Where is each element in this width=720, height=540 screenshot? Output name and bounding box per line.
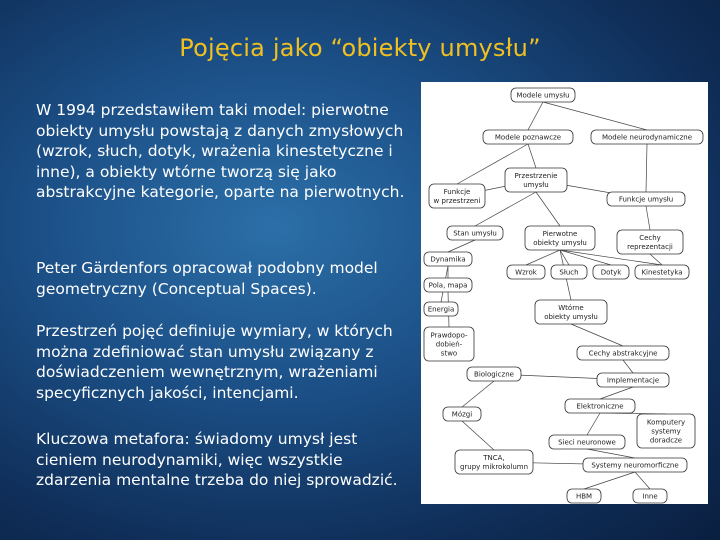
diagram-node-label: Przestrzenie [514, 172, 558, 180]
diagram-node-label: obiekty umysłu [544, 313, 598, 321]
diagram-node-modele-neuro [591, 130, 703, 144]
diagram-node-label: Komputery [646, 418, 686, 427]
diagram-node-pola-mapa [424, 278, 472, 292]
diagram-node-label: Energia [427, 305, 455, 314]
diagram-node-tnca [455, 450, 533, 474]
diagram-node-elektroniczne [565, 399, 635, 413]
diagram-canvas [421, 82, 708, 504]
diagram-node-label: Modele poznawcze [494, 133, 562, 142]
paragraph-key-metaphor: Kluczowa metafora: świadomy umysł jest cieniem neurodynamiki, więc wszystkie zdarzenia mentalne trzeba do niej sprowadzić. [36, 430, 398, 489]
diagram-node-label: Mózgi [451, 410, 473, 419]
diagram-node-biologiczne [467, 367, 521, 381]
diagram-edge [587, 449, 635, 458]
diagram-node-hbm [567, 489, 601, 503]
diagram-node-label: Wtórne [558, 304, 584, 312]
diagram-node-label: grupy mikrokolumn [459, 463, 529, 471]
diagram-node-label: Funkcje umysłu [618, 195, 674, 204]
diagram-edge [600, 387, 633, 399]
diagram-node-label: doradcze [649, 436, 683, 445]
diagram-node-dynamika [424, 252, 472, 266]
diagram-nodes [424, 88, 703, 503]
paragraph-model-1994: W 1994 przedstawiłem taki model: pierwotne obiekty umysłu powstają z danych zmysłowych (wzrok, słuch, dotyk, wrażenia kinestetyczne i inne), a obiekty wtórne tworzą się jako abstrakcyjne kategorie, oparte na pierwotnych. [36, 101, 405, 201]
diagram-node-label: reprezentacji [627, 243, 673, 251]
diagram-node-mozg [443, 407, 481, 421]
diagram-node-label: Stan umysłu [453, 229, 497, 238]
diagram-node-przestrzenie [505, 168, 567, 192]
diagram-node-wzrok [507, 265, 545, 279]
diagram-node-cechy-abstr [577, 346, 669, 360]
diagram-edge [526, 250, 560, 265]
diagram-node-label: Wzrok [515, 268, 537, 277]
diagram-node-label: Modele umysłu [516, 91, 570, 100]
diagram-node-implementacje [597, 373, 669, 387]
diagram-node-prawdopodobienstwo [424, 327, 474, 361]
diagram-edge [543, 102, 647, 130]
diagram-node-label: Elektroniczne [576, 402, 624, 411]
paragraph-gardenfors: Peter Gärdenfors opracował podobny model geometryczny (Conceptual Spaces). [36, 259, 378, 298]
diagram-node-label: obiekty umysłu [533, 239, 587, 247]
diagram-node-label: Funkcje [443, 188, 471, 196]
diagram-edge [623, 360, 633, 373]
diagram-edge [448, 240, 475, 252]
diagram-edge [528, 102, 543, 130]
diagram-node-pierwotne [525, 226, 595, 250]
diagram-node-label: Inne [642, 492, 658, 501]
diagram-edge [584, 472, 635, 489]
diagram-node-label: Pierwotne [542, 230, 578, 238]
diagram-node-label: Cechy [639, 234, 661, 242]
diagram-node-label: systemy [651, 427, 681, 436]
diagram-node-stan-umyslu [447, 226, 503, 240]
diagram-node-sieci [549, 435, 625, 449]
paragraph-concept-space: Przestrzeń pojęć definiuje wymiary, w których można zdefiniować stan umysłu związany z doświadczeniem wewnętrznym, wrażeniami specyficznych jakości, intencjami. [36, 322, 393, 402]
diagram-node-dotyk [593, 265, 629, 279]
diagram-edge [635, 472, 650, 489]
diagram-node-label: umysłu [523, 181, 549, 189]
diagram-edge [462, 381, 494, 407]
diagram-node-label: Biologiczne [474, 370, 514, 379]
diagram-node-modele-poznawcze [483, 130, 573, 144]
diagram-node-kinestetyka [635, 265, 689, 279]
diagram-edge [587, 413, 600, 435]
mind-model-diagram [421, 82, 708, 504]
diagram-node-modele-umyslu [511, 88, 575, 102]
diagram-node-label: Słuch [559, 268, 579, 277]
diagram-node-funkcje-przestrzeni [429, 184, 485, 208]
diagram-node-label: Modele neurodynamiczne [601, 133, 693, 142]
diagram-node-label: Prawdopo- [430, 331, 468, 340]
diagram-edge [646, 144, 647, 192]
diagram-node-label: stwo [440, 349, 458, 358]
diagram-node-label: Sieci neuronowe [558, 438, 616, 447]
diagram-node-label: w przestrzeni [433, 197, 481, 205]
diagram-node-label: TNCA, [483, 454, 505, 462]
diagram-node-energia [424, 302, 458, 316]
diagram-edge [571, 324, 623, 346]
diagram-node-komputery [637, 414, 695, 448]
diagram-edge [646, 206, 650, 230]
diagram-edge [528, 144, 536, 168]
diagram-node-label: Systemy neuromorficzne [591, 461, 679, 470]
diagram-node-sluch [551, 265, 587, 279]
diagram-node-funkcje-umyslu [607, 192, 685, 206]
diagram-edges [441, 102, 666, 489]
diagram-node-label: HBM [575, 492, 593, 501]
diagram-node-cechy-repr [617, 230, 683, 254]
diagram-node-label: Pola, mapa [428, 281, 468, 290]
diagram-edge [462, 421, 494, 450]
diagram-node-wtorne [535, 300, 607, 324]
diagram-node-label: Implementacje [606, 376, 660, 385]
diagram-node-label: Cechy abstrakcyjne [588, 349, 658, 358]
diagram-node-label: Dynamika [430, 255, 466, 264]
diagram-node-label: Dotyk [600, 268, 622, 277]
slide-title: Pojęcia jako “obiekty umysłu” [179, 34, 541, 62]
diagram-node-inne [633, 489, 667, 503]
diagram-node-label: Kinestetyka [641, 268, 683, 277]
diagram-node-label: dobień- [435, 340, 463, 349]
diagram-edge [536, 192, 560, 226]
diagram-node-systemy [583, 458, 687, 472]
